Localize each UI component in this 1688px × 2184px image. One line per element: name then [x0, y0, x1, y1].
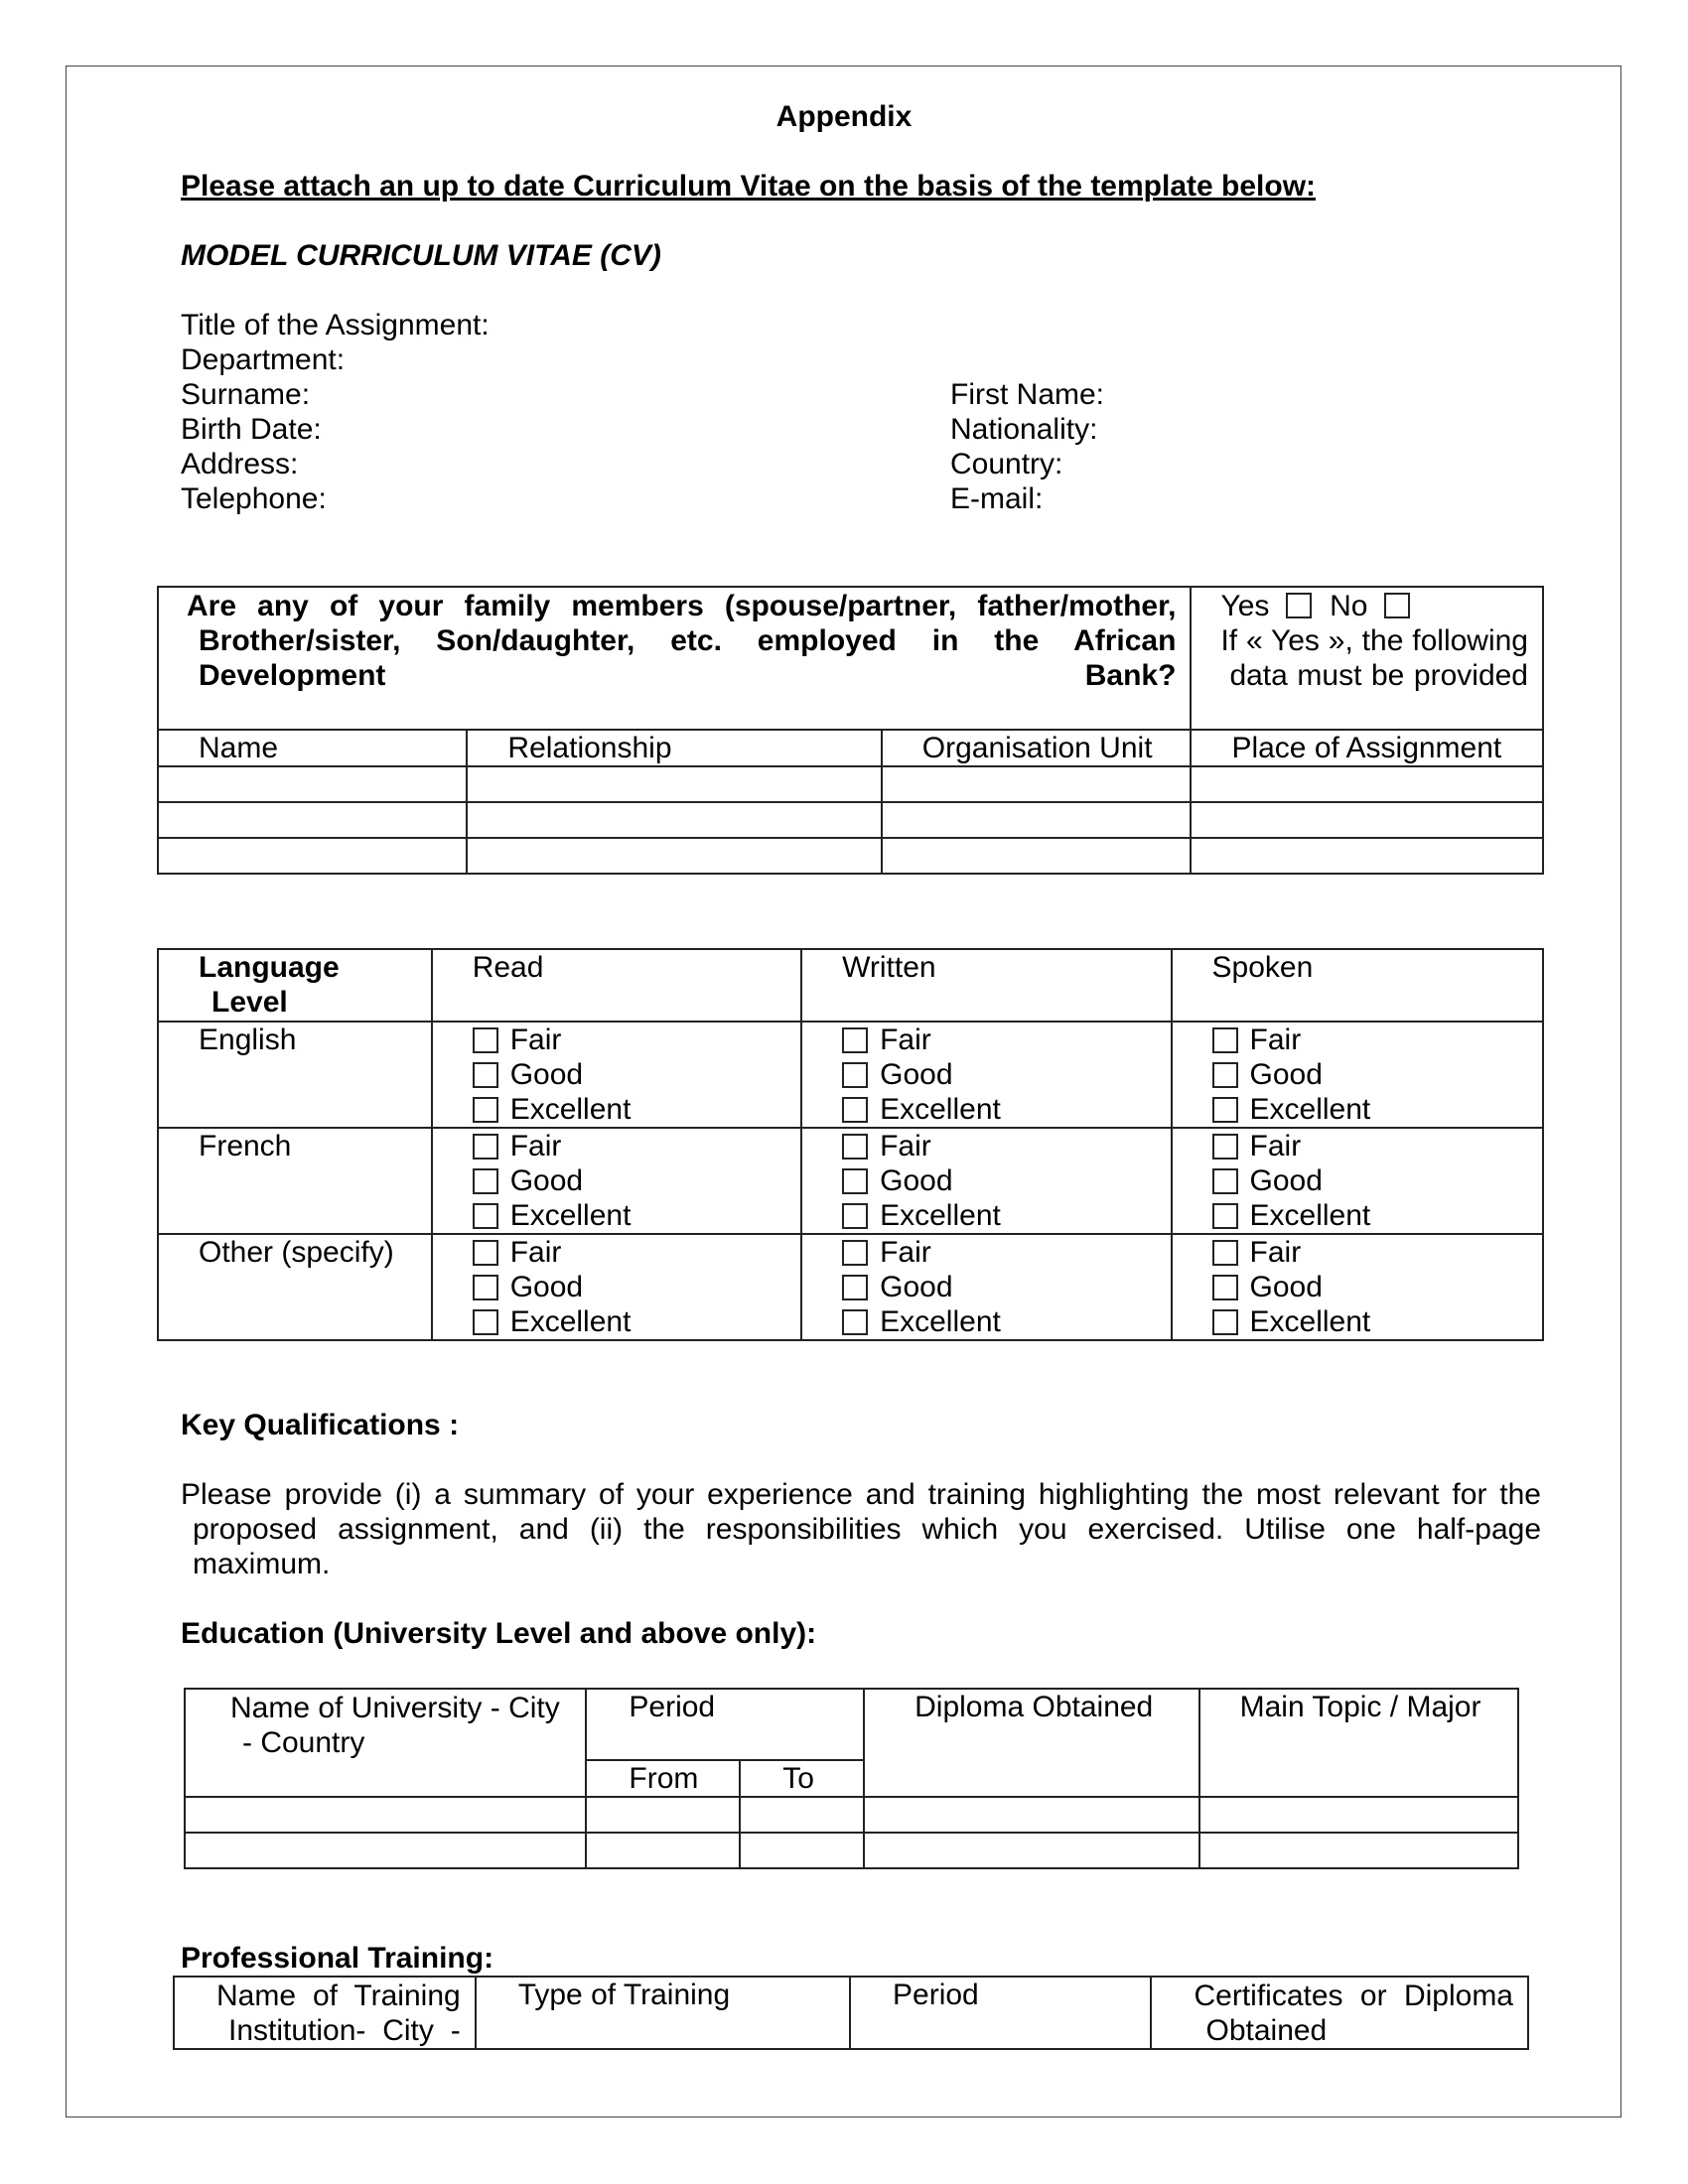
col-topic-header: Main Topic / Major	[1199, 1689, 1518, 1797]
english-spoken-fair[interactable]	[1212, 1023, 1542, 1057]
checkbox[interactable]	[1212, 1027, 1238, 1053]
family-row	[158, 838, 1543, 874]
option-label: Fair	[509, 1024, 562, 1056]
english-read-excellent[interactable]	[473, 1092, 800, 1127]
col-certificates-header	[1151, 1977, 1528, 2049]
checkbox[interactable]	[473, 1134, 498, 1160]
training-table	[173, 1976, 1529, 2050]
education-heading: Education (University Level and above only):	[181, 1617, 817, 1650]
language-row	[158, 1022, 1543, 1128]
option-label: Fair	[509, 1236, 562, 1269]
checkbox[interactable]	[473, 1275, 498, 1300]
certificates-header-text: Certificates or Diploma Obtained	[1194, 1979, 1513, 2047]
checkbox[interactable]	[842, 1309, 868, 1335]
french-read-excellent[interactable]	[473, 1198, 800, 1233]
no-checkbox[interactable]	[1384, 593, 1410, 618]
language-row	[158, 1234, 1543, 1340]
english-spoken-good[interactable]	[1212, 1057, 1542, 1092]
col-period-header: Period	[586, 1689, 864, 1760]
country-label: Country:	[950, 448, 1063, 480]
french-written-fair[interactable]	[842, 1129, 1170, 1163]
appendix-heading: Appendix	[775, 100, 913, 133]
instruction-heading: Please attach an up to date Curriculum Vitae on the basis of the template below:	[181, 170, 1317, 203]
level-header-label: Level	[211, 986, 288, 1019]
yes-checkbox[interactable]	[1286, 593, 1312, 618]
french-read-fair[interactable]	[473, 1129, 800, 1163]
col-name-header: Name	[158, 730, 467, 766]
checkbox[interactable]	[842, 1134, 868, 1160]
option-label: Fair	[509, 1130, 562, 1162]
education-row	[185, 1833, 1518, 1868]
french-spoken-excellent[interactable]	[1212, 1198, 1542, 1233]
checkbox[interactable]	[1212, 1309, 1238, 1335]
option-label: Fair	[1249, 1236, 1302, 1269]
option-label: Fair	[1249, 1130, 1302, 1162]
checkbox[interactable]	[473, 1168, 498, 1194]
checkbox[interactable]	[842, 1168, 868, 1194]
option-label: Fair	[880, 1024, 931, 1056]
option-label: Good	[1249, 1164, 1323, 1197]
col-org-unit-header: Organisation Unit	[882, 730, 1192, 766]
option-label: Excellent	[880, 1093, 1001, 1126]
checkbox[interactable]	[1212, 1097, 1238, 1123]
french-read-good[interactable]	[473, 1163, 800, 1198]
birth-date-label: Birth Date:	[181, 413, 322, 446]
col-to-header: To	[740, 1760, 864, 1797]
model-cv-title: MODEL CURRICULUM VITAE (CV)	[181, 239, 661, 272]
other-spoken-good[interactable]	[1212, 1270, 1542, 1304]
other-written-fair[interactable]	[842, 1235, 1170, 1270]
address-label: Address:	[181, 448, 299, 480]
title-assignment-label: Title of the Assignment:	[181, 309, 490, 341]
option-label: Good	[880, 1058, 953, 1091]
checkbox[interactable]	[1212, 1134, 1238, 1160]
language-level-header	[158, 949, 432, 1022]
english-read-fair[interactable]	[473, 1023, 800, 1057]
option-label: Good	[509, 1271, 584, 1303]
option-label: Fair	[1249, 1024, 1302, 1056]
family-table	[157, 586, 1544, 875]
english-written-good[interactable]	[842, 1057, 1170, 1092]
checkbox[interactable]	[842, 1062, 868, 1088]
checkbox[interactable]	[473, 1097, 498, 1123]
french-written-good[interactable]	[842, 1163, 1170, 1198]
english-written-fair[interactable]	[842, 1023, 1170, 1057]
surname-label: Surname:	[181, 378, 311, 411]
other-read-excellent[interactable]	[473, 1304, 800, 1339]
french-spoken-fair[interactable]	[1212, 1129, 1542, 1163]
option-label: Excellent	[1249, 1093, 1371, 1126]
option-label: Excellent	[509, 1199, 632, 1232]
english-read-good[interactable]	[473, 1057, 800, 1092]
language-french-label: French	[158, 1128, 432, 1234]
col-diploma-header: Diploma Obtained	[864, 1689, 1199, 1797]
checkbox[interactable]	[473, 1309, 498, 1335]
key-qualifications-heading: Key Qualifications :	[181, 1409, 460, 1441]
checkbox[interactable]	[842, 1240, 868, 1266]
university-header-text: Name of University - City - Country	[230, 1692, 560, 1759]
language-english-label: English	[158, 1022, 432, 1128]
option-label: Excellent	[509, 1305, 632, 1338]
language-other-label: Other (specify)	[158, 1234, 432, 1340]
option-label: Good	[509, 1058, 584, 1091]
no-label: No	[1330, 590, 1368, 622]
telephone-label: Telephone:	[181, 482, 327, 515]
option-label: Excellent	[880, 1199, 1001, 1232]
col-institution-header	[174, 1977, 476, 2049]
option-label: Good	[1249, 1271, 1323, 1303]
family-question-cell	[158, 587, 1191, 730]
other-read-fair[interactable]	[473, 1235, 800, 1270]
other-written-excellent[interactable]	[842, 1304, 1170, 1339]
checkbox[interactable]	[1212, 1062, 1238, 1088]
if-yes-note: If « Yes », the following data must be provided	[1220, 624, 1528, 692]
checkbox[interactable]	[1212, 1240, 1238, 1266]
yes-no-cell	[1191, 587, 1543, 730]
other-read-good[interactable]	[473, 1270, 800, 1304]
col-relationship-header: Relationship	[467, 730, 881, 766]
col-read-header: Read	[432, 949, 801, 1022]
col-from-header: From	[586, 1760, 740, 1797]
option-label: Good	[880, 1164, 953, 1197]
checkbox[interactable]	[1212, 1275, 1238, 1300]
department-label: Department:	[181, 343, 346, 376]
other-spoken-excellent[interactable]	[1212, 1304, 1542, 1339]
training-heading: Professional Training:	[181, 1942, 494, 1975]
option-label: Good	[880, 1271, 953, 1303]
english-written-excellent[interactable]	[842, 1092, 1170, 1127]
education-table	[184, 1688, 1519, 1869]
french-spoken-good[interactable]	[1212, 1163, 1542, 1198]
language-table	[157, 948, 1544, 1341]
col-period-header: Period	[850, 1977, 1151, 2049]
col-spoken-header: Spoken	[1172, 949, 1543, 1022]
col-written-header: Written	[801, 949, 1171, 1022]
checkbox[interactable]	[842, 1097, 868, 1123]
language-row	[158, 1128, 1543, 1234]
option-label: Fair	[880, 1236, 931, 1269]
checkbox[interactable]	[842, 1203, 868, 1229]
option-label: Excellent	[1249, 1199, 1371, 1232]
email-label: E-mail:	[950, 482, 1044, 515]
option-label: Good	[509, 1164, 584, 1197]
option-label: Fair	[880, 1130, 931, 1162]
option-label: Excellent	[880, 1305, 1001, 1338]
yes-label: Yes	[1220, 590, 1270, 622]
option-label: Excellent	[1249, 1305, 1371, 1338]
english-spoken-excellent[interactable]	[1212, 1092, 1542, 1127]
family-row	[158, 766, 1543, 802]
language-header-label: Language	[199, 951, 340, 984]
nationality-label: Nationality:	[950, 413, 1098, 446]
col-type-header: Type of Training	[476, 1977, 850, 2049]
french-written-excellent[interactable]	[842, 1198, 1170, 1233]
checkbox[interactable]	[842, 1275, 868, 1300]
key-qualifications-text: Please provide (i) a summary of your experience and training highlighting the most relevant for the proposed assignment, and (ii) the responsibilities which you exercised. Utilise one half-page maximum.	[181, 1478, 1541, 1580]
other-written-good[interactable]	[842, 1270, 1170, 1304]
family-question: Are any of your family members (spouse/partner, father/mother, Brother/sister, Son/daughter, etc. employed in the African Development Bank?	[187, 590, 1177, 692]
checkbox[interactable]	[842, 1027, 868, 1053]
checkbox[interactable]	[473, 1203, 498, 1229]
checkbox[interactable]	[473, 1062, 498, 1088]
other-spoken-fair[interactable]	[1212, 1235, 1542, 1270]
checkbox[interactable]	[473, 1240, 498, 1266]
option-label: Excellent	[509, 1093, 632, 1126]
family-row	[158, 802, 1543, 838]
checkbox[interactable]	[1212, 1168, 1238, 1194]
checkbox[interactable]	[473, 1027, 498, 1053]
education-row	[185, 1797, 1518, 1833]
col-university-header	[185, 1689, 586, 1797]
first-name-label: First Name:	[950, 378, 1105, 411]
col-place-header: Place of Assignment	[1191, 730, 1543, 766]
option-label: Good	[1249, 1058, 1323, 1091]
checkbox[interactable]	[1212, 1203, 1238, 1229]
institution-header-text: Name of Training Institution- City -	[216, 1979, 461, 2047]
